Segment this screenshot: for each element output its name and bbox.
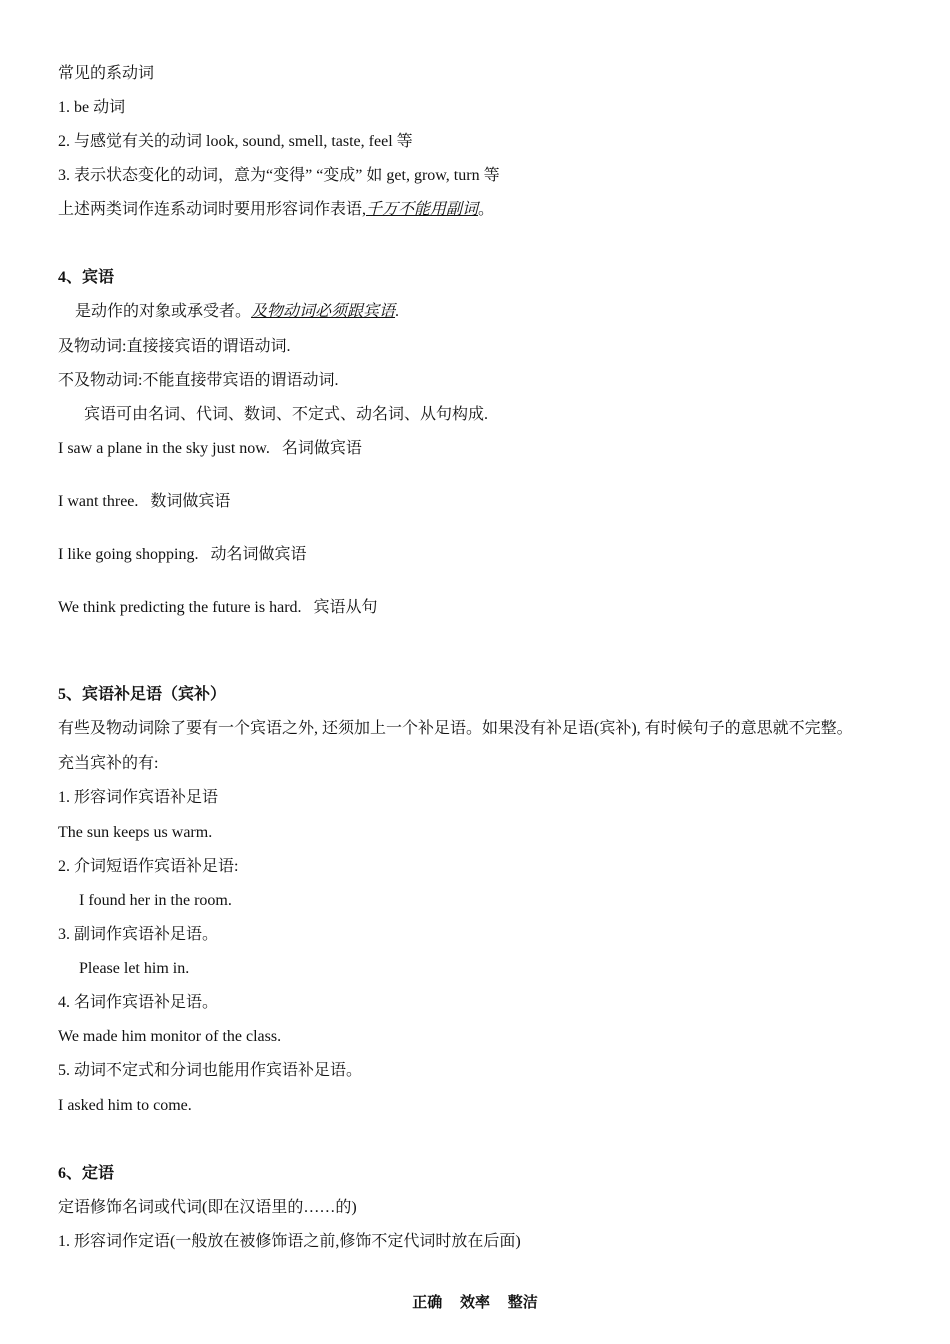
- footer-word: 整洁: [507, 1295, 538, 1311]
- text-line: I asked him to come.: [58, 1097, 192, 1114]
- text-line: I want three. 数词做宾语: [58, 493, 231, 510]
- text-segment: 是动作的对象或承受者。: [75, 303, 252, 320]
- section-heading: 6、定语: [58, 1165, 115, 1182]
- text-line: We think predicting the future is hard. 宾语从句: [58, 599, 378, 616]
- page-footer: [0, 1291, 950, 1312]
- text-line: 2. 介词短语作宾语补足语:: [58, 858, 239, 875]
- footer-word: 效率: [459, 1295, 490, 1311]
- text-line: 2. 与感觉有关的动词 look, sound, smell, taste, feel 等: [58, 133, 413, 150]
- text-line: 充当宾补的有:: [58, 755, 159, 772]
- text-line: I found her in the room.: [79, 892, 232, 909]
- text-segment: .: [395, 303, 400, 320]
- text-line: 不及物动词:不能直接带宾语的谓语动词.: [58, 372, 339, 389]
- text-line: 1. 形容词作宾语补足语: [58, 789, 219, 806]
- text-line: 及物动词:直接接宾语的谓语动词.: [58, 338, 291, 355]
- text-line: 3. 副词作宾语补足语。: [58, 926, 219, 943]
- text-line: [58, 200, 494, 220]
- text-segment: 。: [478, 201, 495, 218]
- text-line: I saw a plane in the sky just now. 名词做宾语: [58, 440, 362, 457]
- text-line: [75, 302, 399, 322]
- text-line: 3. 表示状态变化的动词，意为“变得” “变成” 如 get, grow, turn 等: [58, 167, 500, 184]
- text-line: 有些及物动词除了要有一个宾语之外, 还须加上一个补足语。如果没有补足语(宾补), 有时候句子的意思就不完整。: [58, 720, 853, 737]
- text-line: 1. be 动词: [58, 99, 126, 116]
- text-line: 常见的系动词: [58, 65, 155, 82]
- section-heading: 4、宾语: [58, 269, 115, 286]
- text-line: 1. 形容词作定语(一般放在被修饰语之前,修饰不定代词时放在后面): [58, 1233, 521, 1250]
- text-line: 4. 名词作宾语补足语。: [58, 994, 219, 1011]
- text-line: I like going shopping. 动名词做宾语: [58, 546, 307, 563]
- section-heading: 5、宾语补足语（宾补）: [58, 686, 227, 703]
- text-line: The sun keeps us warm.: [58, 824, 213, 841]
- text-line: 5. 动词不定式和分词也能用作宾语补足语。: [58, 1062, 363, 1079]
- text-line: 定语修饰名词或代词(即在汉语里的……的): [58, 1199, 357, 1216]
- emphasis-text: 千万不能用副词: [366, 201, 479, 218]
- footer-word: 正确: [412, 1295, 443, 1311]
- text-segment: 上述两类词作连系动词时要用形容词作表语,: [58, 201, 367, 218]
- emphasis-text: 及物动词必须跟宾语: [251, 303, 396, 320]
- text-line: 宾语可由名词、代词、数词、不定式、动名词、从句构成.: [84, 406, 489, 423]
- text-line: Please let him in.: [79, 960, 190, 977]
- text-line: We made him monitor of the class.: [58, 1028, 282, 1045]
